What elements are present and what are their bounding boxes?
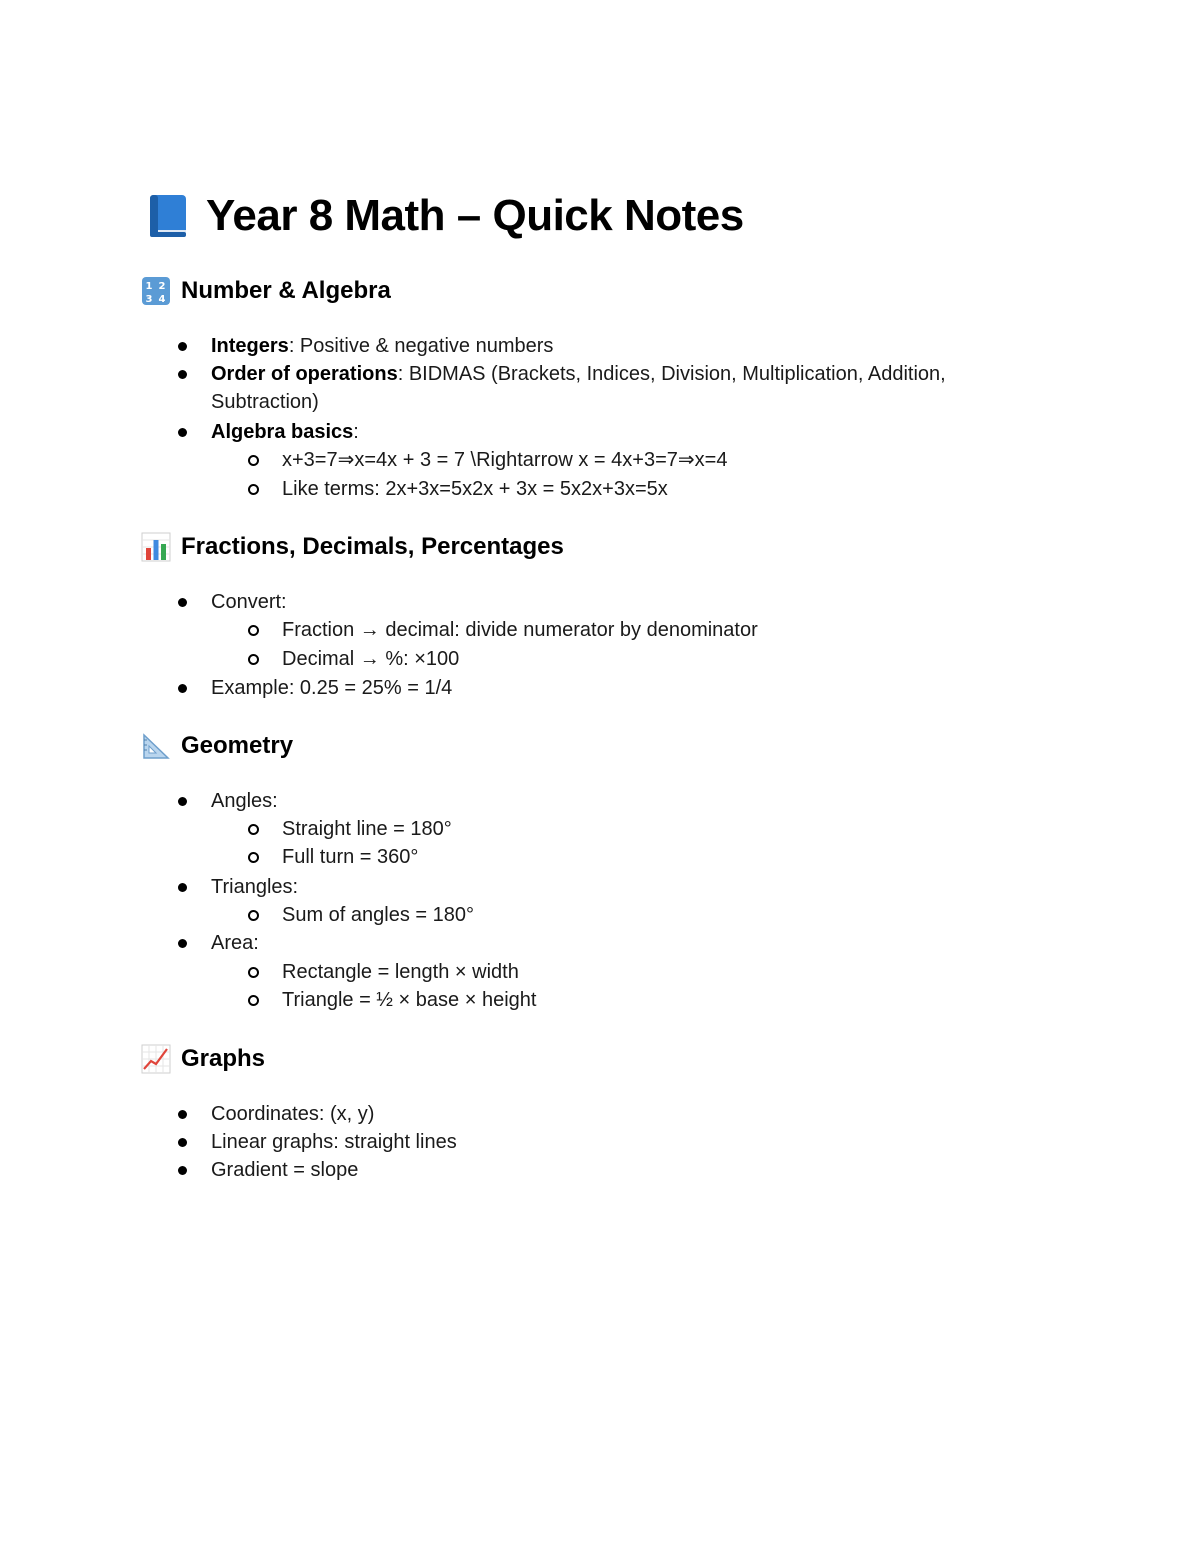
sub-list-item: Fraction → decimal: divide numerator by denominator (282, 619, 758, 641)
svg-text:3: 3 (145, 294, 153, 305)
heading-text: Fractions, Decimals, Percentages (181, 533, 564, 560)
sub-list-item: Like terms: 2x+3x=5x2x + 3x = 5x2x+3x=5x (282, 478, 668, 500)
heading-text: Graphs (181, 1045, 266, 1072)
sub-bullet (248, 852, 259, 863)
heading-text: Geometry (181, 732, 294, 759)
sub-list-item: Straight line = 180° (282, 818, 452, 840)
heading-fractions (141, 530, 564, 564)
blue-book-icon (144, 192, 192, 240)
sub-bullet (248, 995, 259, 1006)
sub-bullet (248, 654, 259, 665)
list-item: Example: 0.25 = 25% = 1/4 (211, 677, 453, 699)
bullet (178, 939, 187, 948)
list-item: Gradient = slope (211, 1159, 359, 1181)
heading-geometry (141, 729, 293, 763)
bullet (178, 598, 187, 607)
bullet (178, 1110, 187, 1119)
bar-chart-icon (141, 532, 171, 562)
heading-number-algebra (141, 274, 391, 308)
sub-list-item: x+3=7⇒x=4x + 3 = 7 \Rightarrow x = 4x+3=7⇒x=4 (282, 449, 728, 471)
sub-list-item: Decimal → %: ×100 (282, 648, 460, 670)
bullet (178, 1138, 187, 1147)
sub-list-item: Rectangle = length × width (282, 961, 519, 983)
bullet (178, 883, 187, 892)
sub-bullet (248, 455, 259, 466)
list-item: Angles: (211, 790, 278, 812)
bullet (178, 797, 187, 806)
list-item: Linear graphs: straight lines (211, 1131, 457, 1153)
sub-bullet (248, 910, 259, 921)
sub-list-item: Triangle = ½ × base × height (282, 989, 537, 1011)
list-item-continuation: Subtraction) (211, 391, 319, 413)
svg-text:1: 1 (145, 281, 153, 292)
bullet (178, 342, 187, 351)
document-title (144, 186, 744, 246)
heading-text: Number & Algebra (181, 277, 391, 304)
sub-bullet (248, 824, 259, 835)
triangular-ruler-icon (141, 731, 171, 761)
list-item: Integers: Positive & negative numbers (211, 335, 554, 357)
chart-increasing-icon (141, 1044, 171, 1074)
bullet (178, 428, 187, 437)
heading-graphs (141, 1042, 265, 1076)
list-item: Triangles: (211, 876, 299, 898)
sub-bullet (248, 967, 259, 978)
bullet (178, 1166, 187, 1175)
svg-text:4: 4 (158, 294, 166, 305)
bullet (178, 370, 187, 379)
bullet (178, 684, 187, 693)
list-item: Order of operations: BIDMAS (Brackets, Indices, Division, Multiplication, Addition, (211, 363, 946, 385)
sub-list-item: Full turn = 360° (282, 846, 419, 868)
list-item: Area: (211, 932, 259, 954)
title-text: Year 8 Math – Quick Notes (206, 191, 744, 240)
sub-bullet (248, 625, 259, 636)
list-item: Coordinates: (x, y) (211, 1103, 375, 1125)
sub-bullet (248, 484, 259, 495)
list-item: Convert: (211, 591, 287, 613)
input-numbers-icon (141, 276, 171, 306)
list-item: Algebra basics: (211, 421, 359, 443)
svg-text:2: 2 (158, 281, 166, 292)
sub-list-item: Sum of angles = 180° (282, 904, 475, 926)
